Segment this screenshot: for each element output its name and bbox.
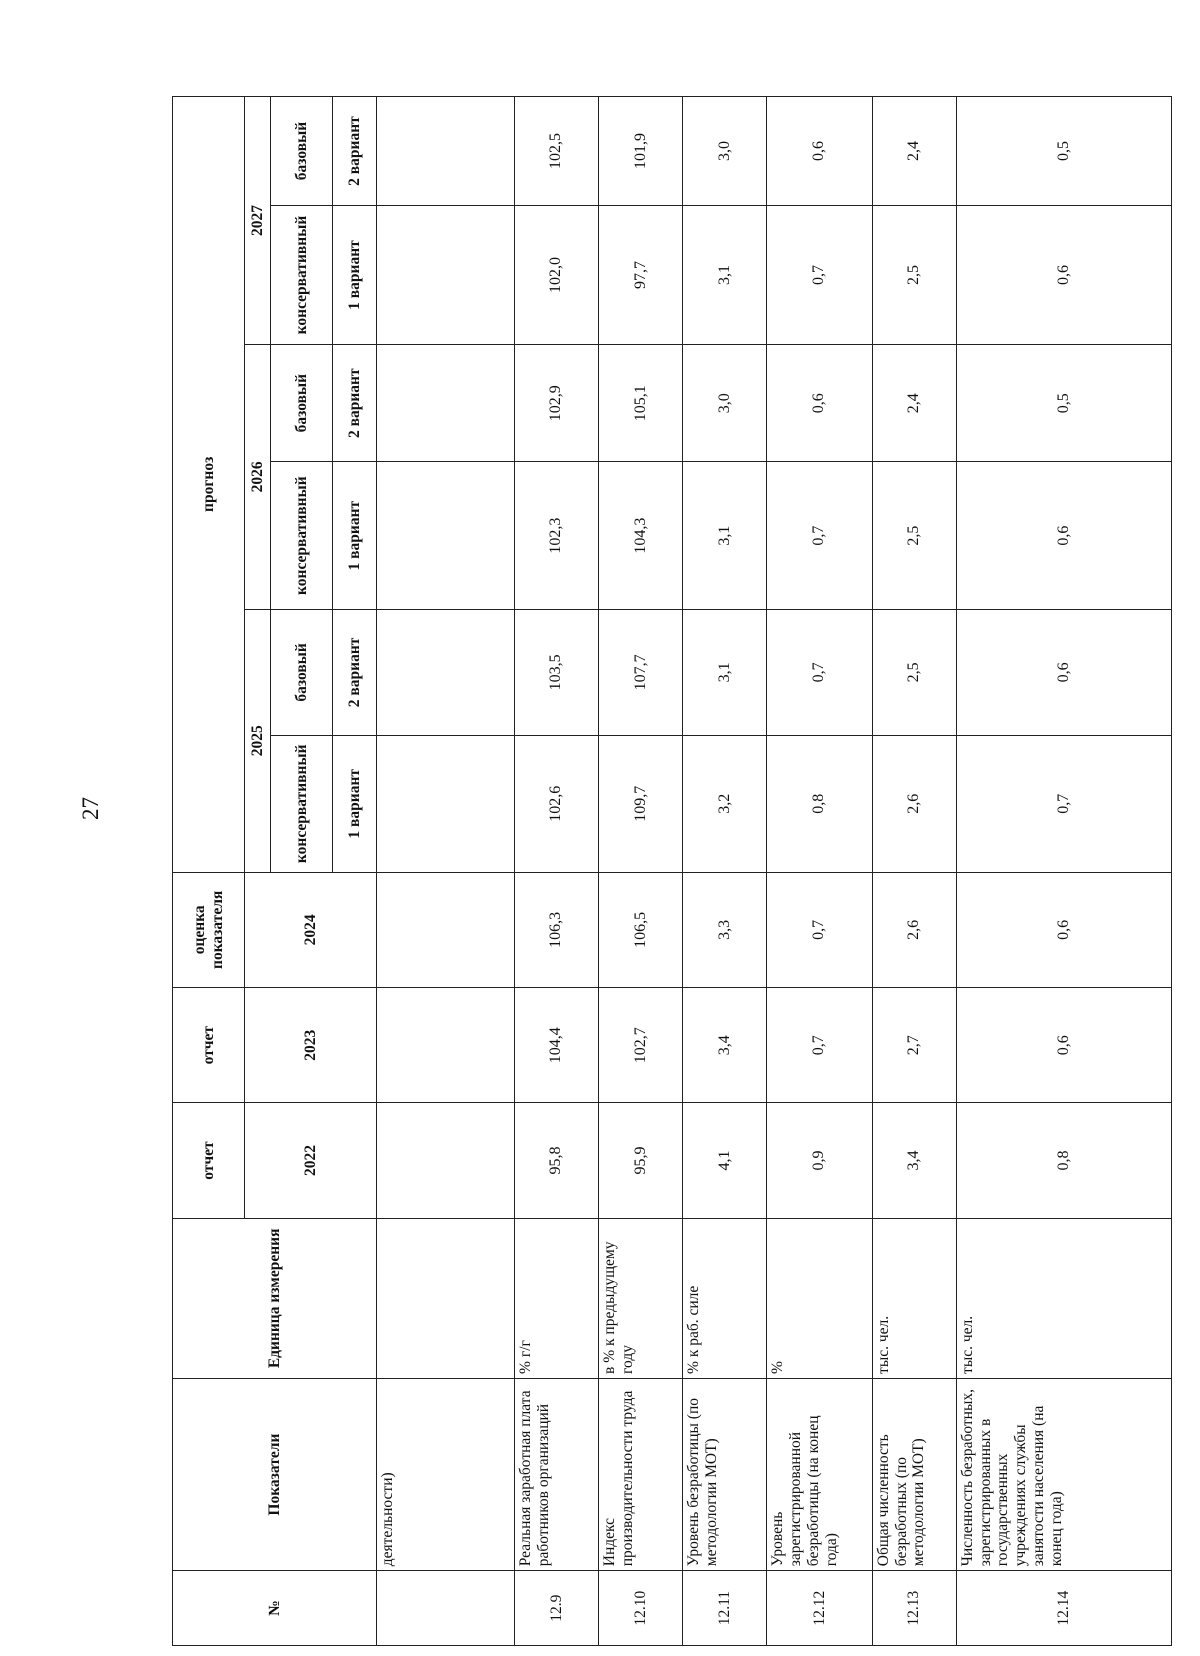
row-num: 12.11: [683, 1571, 767, 1646]
cell-2027-v2: [377, 97, 515, 206]
cell-2027-v1: 0,7: [767, 206, 872, 345]
row-name: Общая численность безработных (по методологии МОТ): [872, 1378, 956, 1570]
cell-2022: 95,9: [599, 1103, 683, 1218]
header-indicators: Показатели: [173, 1378, 377, 1570]
header-year-2025: 2025: [245, 609, 271, 872]
cell-2027-v2: 0,6: [767, 97, 872, 206]
table-row: [683, 97, 767, 1646]
table-row: [872, 97, 956, 1646]
cell-2026-v1: 0,6: [956, 462, 1171, 609]
row-num: 12.12: [767, 1571, 872, 1646]
table-row: [377, 97, 515, 1646]
cell-2023: 102,7: [599, 988, 683, 1103]
header-2023-kind: отчет: [173, 988, 245, 1103]
indicators-table-wrapper: [172, 96, 1172, 1646]
page-number: 27: [78, 797, 103, 820]
cell-2027-v1: 0,6: [956, 206, 1171, 345]
cell-2027-v1: 102,0: [514, 206, 598, 345]
header-2025-variant1: 1 вариант: [333, 735, 377, 872]
table-row: [767, 97, 872, 1646]
header-2026-variant1: 1 вариант: [333, 462, 377, 609]
cell-2025-v2: [377, 609, 515, 735]
indicators-table: [172, 96, 1172, 1646]
header-2027-variant1: 1 вариант: [333, 206, 377, 345]
cell-2025-v2: 3,1: [683, 609, 767, 735]
header-2025-base: базовый: [271, 609, 333, 735]
cell-2026-v1: 0,7: [767, 462, 872, 609]
cell-2023: 0,7: [767, 988, 872, 1103]
cell-2022: [377, 1103, 515, 1218]
cell-2026-v2: 0,6: [767, 344, 872, 462]
cell-2024: 106,3: [514, 872, 598, 987]
cell-2025-v1: 109,7: [599, 735, 683, 872]
cell-2027-v2: 101,9: [599, 97, 683, 206]
row-name: деятельности): [377, 1378, 515, 1570]
table-row: [599, 97, 683, 1646]
row-unit: %: [767, 1218, 872, 1378]
cell-2024: 0,6: [956, 872, 1171, 987]
header-2027-conservative: консервативный: [271, 206, 333, 345]
header-year-2022: 2022: [245, 1103, 377, 1218]
cell-2024: 2,6: [872, 872, 956, 987]
row-num: 12.14: [956, 1571, 1171, 1646]
header-year-2026: 2026: [245, 344, 271, 609]
cell-2026-v1: [377, 462, 515, 609]
row-name: Уровень безработицы (по методологии МОТ): [683, 1378, 767, 1570]
header-2026-base: базовый: [271, 344, 333, 462]
cell-2024: 0,7: [767, 872, 872, 987]
cell-2025-v2: 0,6: [956, 609, 1171, 735]
header-2024-kind: оценка показателя: [173, 872, 245, 987]
cell-2023: 104,4: [514, 988, 598, 1103]
cell-2025-v2: 107,7: [599, 609, 683, 735]
header-2025-variant2: 2 вариант: [333, 609, 377, 735]
cell-2022: 95,8: [514, 1103, 598, 1218]
row-name: Численность безработных, зарегистрированных в государственных учреждениях службы занятости населения (на конец года): [956, 1378, 1171, 1570]
cell-2027-v2: 2,4: [872, 97, 956, 206]
row-unit: % г/г: [514, 1218, 598, 1378]
cell-2025-v1: 2,6: [872, 735, 956, 872]
cell-2025-v1: 3,2: [683, 735, 767, 872]
cell-2026-v2: 3,0: [683, 344, 767, 462]
row-num: 12.9: [514, 1571, 598, 1646]
cell-2027-v1: 3,1: [683, 206, 767, 345]
cell-2026-v2: 105,1: [599, 344, 683, 462]
cell-2026-v2: 102,9: [514, 344, 598, 462]
row-unit: тыс. чел.: [872, 1218, 956, 1378]
header-unit: Единица измерения: [173, 1218, 377, 1378]
row-name: Уровень зарегистрированной безработицы (на конец года): [767, 1378, 872, 1570]
table-row: [514, 97, 598, 1646]
cell-2027-v2: 3,0: [683, 97, 767, 206]
cell-2025-v1: 0,7: [956, 735, 1171, 872]
cell-2027-v2: 0,5: [956, 97, 1171, 206]
header-2027-base: базовый: [271, 97, 333, 206]
cell-2023: 0,6: [956, 988, 1171, 1103]
header-num: №: [173, 1571, 377, 1646]
cell-2022: 0,8: [956, 1103, 1171, 1218]
header-2025-conservative: консервативный: [271, 735, 333, 872]
cell-2022: 3,4: [872, 1103, 956, 1218]
cell-2023: 2,7: [872, 988, 956, 1103]
header-forecast: прогноз: [173, 97, 245, 873]
cell-2026-v1: 104,3: [599, 462, 683, 609]
row-num: [377, 1571, 515, 1646]
row-unit: тыс. чел.: [956, 1218, 1171, 1378]
cell-2025-v1: 0,8: [767, 735, 872, 872]
cell-2027-v1: 97,7: [599, 206, 683, 345]
row-unit: [377, 1218, 515, 1378]
cell-2022: 4,1: [683, 1103, 767, 1218]
header-2026-variant2: 2 вариант: [333, 344, 377, 462]
header-2022-kind: отчет: [173, 1103, 245, 1218]
cell-2025-v2: 0,7: [767, 609, 872, 735]
row-unit: % к раб. силе: [683, 1218, 767, 1378]
cell-2023: [377, 988, 515, 1103]
cell-2025-v1: 102,6: [514, 735, 598, 872]
cell-2024: [377, 872, 515, 987]
cell-2026-v1: 2,5: [872, 462, 956, 609]
cell-2025-v1: [377, 735, 515, 872]
header-2026-conservative: консервативный: [271, 462, 333, 609]
cell-2022: 0,9: [767, 1103, 872, 1218]
cell-2025-v2: 103,5: [514, 609, 598, 735]
row-name: Индекс производительности труда: [599, 1378, 683, 1570]
cell-2025-v2: 2,5: [872, 609, 956, 735]
cell-2023: 3,4: [683, 988, 767, 1103]
row-num: 12.10: [599, 1571, 683, 1646]
cell-2027-v1: [377, 206, 515, 345]
cell-2026-v2: 0,5: [956, 344, 1171, 462]
header-year-2023: 2023: [245, 988, 377, 1103]
cell-2026-v1: 102,3: [514, 462, 598, 609]
header-year-2027: 2027: [245, 97, 271, 345]
cell-2027-v2: 102,5: [514, 97, 598, 206]
header-year-2024: 2024: [245, 872, 377, 987]
cell-2026-v2: [377, 344, 515, 462]
row-name: Реальная заработная плата работников организаций: [514, 1378, 598, 1570]
table-row: [956, 97, 1171, 1646]
cell-2024: 3,3: [683, 872, 767, 987]
cell-2024: 106,5: [599, 872, 683, 987]
cell-2027-v1: 2,5: [872, 206, 956, 345]
row-num: 12.13: [872, 1571, 956, 1646]
header-2027-variant2: 2 вариант: [333, 97, 377, 206]
header-row-1: [173, 97, 245, 1646]
row-unit: в % к предыдущему году: [599, 1218, 683, 1378]
cell-2026-v1: 3,1: [683, 462, 767, 609]
cell-2026-v2: 2,4: [872, 344, 956, 462]
